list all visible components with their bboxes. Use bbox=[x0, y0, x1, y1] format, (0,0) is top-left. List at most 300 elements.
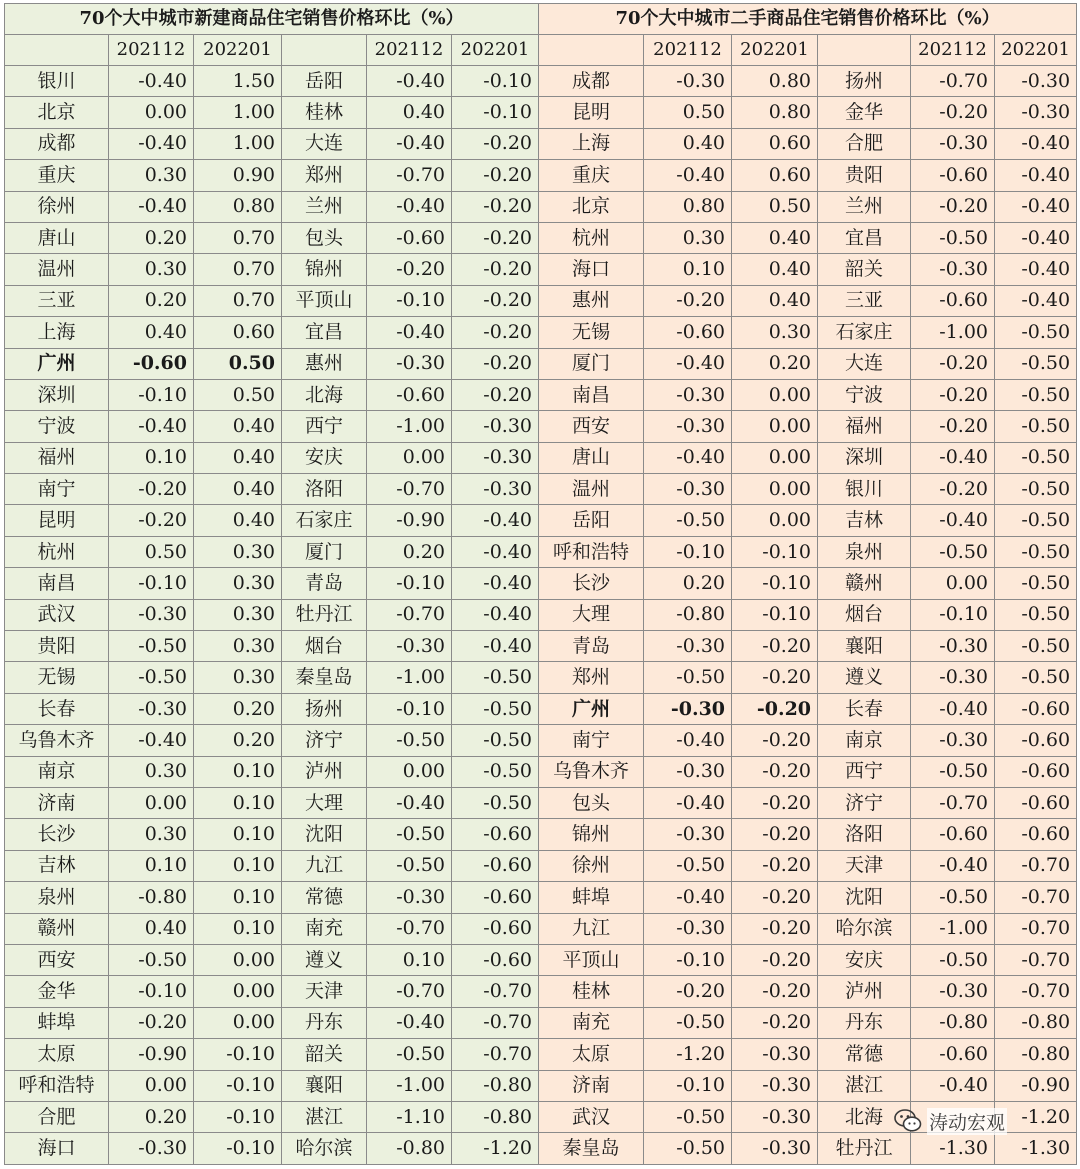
table-row bbox=[5, 725, 1077, 756]
new-right-value-202112-cell: -1.00 bbox=[367, 411, 452, 442]
new-right-value-202112-cell: -0.40 bbox=[367, 1007, 452, 1038]
second-right-value-202201-cell: -0.50 bbox=[995, 411, 1077, 442]
new-right-value-202112-cell: -0.40 bbox=[367, 66, 452, 97]
new-right-city-cell: 厦门 bbox=[282, 536, 367, 567]
second-left-value-202112-cell: -0.50 bbox=[644, 505, 732, 536]
second-left-value-202112-cell: -0.50 bbox=[644, 1101, 732, 1132]
new-left-value-202201-cell: 0.60 bbox=[194, 317, 282, 348]
new-left-city-cell: 海口 bbox=[5, 1133, 109, 1165]
second-left-value-202112-cell: -0.50 bbox=[644, 1133, 732, 1165]
second-right-value-202201-cell: -0.40 bbox=[995, 254, 1077, 285]
second-left-value-202112-cell: 0.10 bbox=[644, 254, 732, 285]
new-left-city-cell: 南昌 bbox=[5, 568, 109, 599]
new-right-city-cell: 遵义 bbox=[282, 944, 367, 975]
table-row bbox=[5, 348, 1077, 379]
new-left-city-cell: 深圳 bbox=[5, 379, 109, 410]
second-right-value-202112-cell: -0.50 bbox=[911, 882, 995, 913]
new-right-value-202201-cell: -0.30 bbox=[452, 411, 539, 442]
new-left-city-cell: 广州 bbox=[5, 348, 109, 379]
new-col-202201-left: 202201 bbox=[194, 35, 282, 66]
new-left-value-202201-cell: 0.30 bbox=[194, 599, 282, 630]
second-right-city-cell: 安庆 bbox=[818, 944, 911, 975]
new-right-city-cell: 天津 bbox=[282, 976, 367, 1007]
second-left-value-202201-cell: 0.00 bbox=[732, 474, 818, 505]
new-left-city-cell: 合肥 bbox=[5, 1101, 109, 1132]
second-right-city-cell: 洛阳 bbox=[818, 819, 911, 850]
new-right-city-cell: 平顶山 bbox=[282, 285, 367, 316]
new-left-value-202201-cell: -0.10 bbox=[194, 1039, 282, 1070]
new-right-value-202112-cell: -0.70 bbox=[367, 976, 452, 1007]
new-left-value-202201-cell: 0.30 bbox=[194, 568, 282, 599]
second-left-value-202201-cell: 0.00 bbox=[732, 379, 818, 410]
second-right-value-202201-cell: -0.60 bbox=[995, 756, 1077, 787]
new-left-value-202112-cell: 0.00 bbox=[109, 1070, 194, 1101]
table-row bbox=[5, 850, 1077, 881]
second-left-city-cell: 重庆 bbox=[539, 160, 644, 191]
new-right-value-202112-cell: 0.10 bbox=[367, 944, 452, 975]
new-right-value-202201-cell: -0.40 bbox=[452, 536, 539, 567]
table-row bbox=[5, 379, 1077, 410]
second-right-value-202201-cell: -0.70 bbox=[995, 882, 1077, 913]
second-left-value-202201-cell: 0.60 bbox=[732, 160, 818, 191]
second-left-value-202112-cell: -0.30 bbox=[644, 66, 732, 97]
new-left-value-202112-cell: -0.80 bbox=[109, 882, 194, 913]
new-left-city-cell: 济南 bbox=[5, 787, 109, 818]
new-right-city-cell: 宜昌 bbox=[282, 317, 367, 348]
table-row bbox=[5, 285, 1077, 316]
new-right-value-202201-cell: -0.20 bbox=[452, 379, 539, 410]
new-left-city-cell: 泉州 bbox=[5, 882, 109, 913]
new-left-city-cell: 贵阳 bbox=[5, 631, 109, 662]
new-right-city-cell: 韶关 bbox=[282, 1039, 367, 1070]
second-right-city-cell: 常德 bbox=[818, 1039, 911, 1070]
second-right-city-cell: 深圳 bbox=[818, 442, 911, 473]
new-right-city-cell: 兰州 bbox=[282, 191, 367, 222]
second-right-value-202112-cell: -0.30 bbox=[911, 662, 995, 693]
second-col-202201-right: 202201 bbox=[995, 35, 1077, 66]
new-right-value-202112-cell: -0.60 bbox=[367, 379, 452, 410]
watermark-text: 涛动宏观 bbox=[927, 1108, 1007, 1135]
new-right-value-202112-cell: -0.50 bbox=[367, 850, 452, 881]
second-left-value-202112-cell: -0.50 bbox=[644, 850, 732, 881]
second-left-value-202112-cell: 0.50 bbox=[644, 97, 732, 128]
new-left-city-cell: 金华 bbox=[5, 976, 109, 1007]
second-right-city-cell: 济宁 bbox=[818, 787, 911, 818]
new-left-city-cell: 西安 bbox=[5, 944, 109, 975]
second-left-city-cell: 九江 bbox=[539, 913, 644, 944]
second-right-value-202112-cell: -0.30 bbox=[911, 128, 995, 159]
table-row bbox=[5, 1070, 1077, 1101]
second-left-value-202112-cell: -0.30 bbox=[644, 819, 732, 850]
table-row bbox=[5, 411, 1077, 442]
second-right-city-cell: 吉林 bbox=[818, 505, 911, 536]
second-left-value-202201-cell: -0.20 bbox=[732, 662, 818, 693]
new-col-202112-left: 202112 bbox=[109, 35, 194, 66]
second-left-value-202201-cell: -0.10 bbox=[732, 536, 818, 567]
second-left-value-202201-cell: 0.00 bbox=[732, 442, 818, 473]
new-right-value-202112-cell: 0.00 bbox=[367, 756, 452, 787]
new-right-value-202112-cell: -1.10 bbox=[367, 1101, 452, 1132]
second-left-value-202112-cell: 0.20 bbox=[644, 568, 732, 599]
new-right-city-cell: 南充 bbox=[282, 913, 367, 944]
new-left-value-202201-cell: 0.70 bbox=[194, 254, 282, 285]
new-left-value-202201-cell: 0.50 bbox=[194, 379, 282, 410]
second-left-value-202112-cell: -0.10 bbox=[644, 536, 732, 567]
new-right-city-cell: 青岛 bbox=[282, 568, 367, 599]
table-row bbox=[5, 662, 1077, 693]
new-right-value-202201-cell: -0.50 bbox=[452, 662, 539, 693]
second-right-value-202112-cell: -0.50 bbox=[911, 222, 995, 253]
new-left-value-202112-cell: -0.40 bbox=[109, 66, 194, 97]
second-right-value-202201-cell: -0.40 bbox=[995, 191, 1077, 222]
second-right-value-202112-cell: -0.20 bbox=[911, 97, 995, 128]
new-left-city-cell: 上海 bbox=[5, 317, 109, 348]
new-right-value-202112-cell: -1.00 bbox=[367, 662, 452, 693]
second-right-value-202112-cell: -0.60 bbox=[911, 819, 995, 850]
new-left-value-202201-cell: 0.00 bbox=[194, 976, 282, 1007]
price-comparison-table bbox=[4, 3, 1077, 1165]
new-left-value-202112-cell: 0.30 bbox=[109, 756, 194, 787]
second-left-city-cell: 惠州 bbox=[539, 285, 644, 316]
new-right-value-202201-cell: -0.80 bbox=[452, 1101, 539, 1132]
second-left-value-202201-cell: -0.10 bbox=[732, 599, 818, 630]
second-left-value-202201-cell: -0.20 bbox=[732, 819, 818, 850]
second-left-city-cell: 包头 bbox=[539, 787, 644, 818]
new-right-city-cell: 秦皇岛 bbox=[282, 662, 367, 693]
new-right-value-202201-cell: -0.50 bbox=[452, 756, 539, 787]
new-right-city-cell: 沈阳 bbox=[282, 819, 367, 850]
new-right-city-cell: 郑州 bbox=[282, 160, 367, 191]
new-right-value-202201-cell: -0.50 bbox=[452, 787, 539, 818]
new-right-value-202201-cell: -0.50 bbox=[452, 693, 539, 724]
second-right-value-202201-cell: -0.50 bbox=[995, 662, 1077, 693]
second-right-city-cell: 泉州 bbox=[818, 536, 911, 567]
table-row bbox=[5, 976, 1077, 1007]
second-left-city-cell: 济南 bbox=[539, 1070, 644, 1101]
new-left-city-cell: 成都 bbox=[5, 128, 109, 159]
new-left-value-202201-cell: 0.90 bbox=[194, 160, 282, 191]
second-right-value-202112-cell: -0.20 bbox=[911, 379, 995, 410]
second-left-city-cell: 海口 bbox=[539, 254, 644, 285]
new-left-value-202201-cell: 0.30 bbox=[194, 662, 282, 693]
new-left-value-202112-cell: -0.20 bbox=[109, 1007, 194, 1038]
new-left-city-cell: 太原 bbox=[5, 1039, 109, 1070]
new-left-value-202201-cell: 1.50 bbox=[194, 66, 282, 97]
second-right-value-202112-cell: -0.40 bbox=[911, 693, 995, 724]
second-right-value-202201-cell: -0.50 bbox=[995, 442, 1077, 473]
new-left-value-202201-cell: 0.40 bbox=[194, 411, 282, 442]
new-right-city-cell: 石家庄 bbox=[282, 505, 367, 536]
second-left-city-cell: 昆明 bbox=[539, 97, 644, 128]
new-left-value-202201-cell: 0.00 bbox=[194, 1007, 282, 1038]
new-right-city-cell: 牡丹江 bbox=[282, 599, 367, 630]
new-left-city-cell: 北京 bbox=[5, 97, 109, 128]
new-left-value-202201-cell: 0.10 bbox=[194, 756, 282, 787]
second-left-value-202201-cell: -0.20 bbox=[732, 1007, 818, 1038]
second-right-value-202112-cell: -0.60 bbox=[911, 160, 995, 191]
second-left-value-202201-cell: -0.20 bbox=[732, 725, 818, 756]
new-left-city-cell: 蚌埠 bbox=[5, 1007, 109, 1038]
second-right-value-202112-cell: -0.30 bbox=[911, 254, 995, 285]
second-right-city-cell: 石家庄 bbox=[818, 317, 911, 348]
new-left-value-202112-cell: 0.50 bbox=[109, 536, 194, 567]
second-left-value-202112-cell: -0.40 bbox=[644, 725, 732, 756]
table-row bbox=[5, 317, 1077, 348]
new-right-value-202201-cell: -0.70 bbox=[452, 1007, 539, 1038]
second-right-value-202201-cell: -0.70 bbox=[995, 850, 1077, 881]
new-col-202112-right: 202112 bbox=[367, 35, 452, 66]
second-right-value-202112-cell: -0.30 bbox=[911, 725, 995, 756]
new-left-city-cell: 赣州 bbox=[5, 913, 109, 944]
second-left-city-cell: 北京 bbox=[539, 191, 644, 222]
new-left-value-202112-cell: -0.30 bbox=[109, 1133, 194, 1165]
new-right-city-cell: 包头 bbox=[282, 222, 367, 253]
new-right-city-cell: 锦州 bbox=[282, 254, 367, 285]
second-right-city-cell: 丹东 bbox=[818, 1007, 911, 1038]
second-right-value-202201-cell: -0.30 bbox=[995, 66, 1077, 97]
table-body bbox=[5, 66, 1077, 1165]
second-right-city-cell: 大连 bbox=[818, 348, 911, 379]
second-left-city-cell: 厦门 bbox=[539, 348, 644, 379]
new-left-value-202112-cell: -0.10 bbox=[109, 976, 194, 1007]
table-row bbox=[5, 505, 1077, 536]
new-right-value-202112-cell: -0.40 bbox=[367, 317, 452, 348]
second-left-value-202201-cell: -0.20 bbox=[732, 693, 818, 724]
second-left-city-cell: 蚌埠 bbox=[539, 882, 644, 913]
new-left-value-202201-cell: 0.50 bbox=[194, 348, 282, 379]
second-right-city-cell: 扬州 bbox=[818, 66, 911, 97]
second-left-value-202201-cell: 0.30 bbox=[732, 317, 818, 348]
second-left-value-202112-cell: 0.40 bbox=[644, 128, 732, 159]
second-right-city-cell: 烟台 bbox=[818, 599, 911, 630]
second-left-value-202112-cell: -0.10 bbox=[644, 944, 732, 975]
second-right-value-202201-cell: -0.50 bbox=[995, 348, 1077, 379]
second-right-value-202201-cell: -0.50 bbox=[995, 536, 1077, 567]
new-right-value-202201-cell: -0.10 bbox=[452, 97, 539, 128]
second-left-city-cell: 南充 bbox=[539, 1007, 644, 1038]
new-right-value-202201-cell: -0.60 bbox=[452, 882, 539, 913]
second-left-city-cell: 杭州 bbox=[539, 222, 644, 253]
second-right-value-202201-cell: -0.60 bbox=[995, 693, 1077, 724]
new-col-202201-right: 202201 bbox=[452, 35, 539, 66]
second-left-value-202201-cell: -0.20 bbox=[732, 631, 818, 662]
second-left-city-cell: 乌鲁木齐 bbox=[539, 756, 644, 787]
second-left-value-202201-cell: -0.10 bbox=[732, 568, 818, 599]
second-left-city-cell: 郑州 bbox=[539, 662, 644, 693]
new-right-value-202201-cell: -0.60 bbox=[452, 913, 539, 944]
new-right-value-202201-cell: -0.40 bbox=[452, 631, 539, 662]
second-right-value-202112-cell: -0.40 bbox=[911, 850, 995, 881]
new-left-value-202201-cell: 0.30 bbox=[194, 631, 282, 662]
second-left-value-202201-cell: 0.80 bbox=[732, 66, 818, 97]
second-right-city-cell: 银川 bbox=[818, 474, 911, 505]
new-right-value-202201-cell: -0.10 bbox=[452, 66, 539, 97]
new-housing-title: 70个大中城市新建商品住宅销售价格环比（%） bbox=[5, 4, 539, 35]
second-left-city-cell: 秦皇岛 bbox=[539, 1133, 644, 1165]
table-row bbox=[5, 599, 1077, 630]
new-right-value-202201-cell: -0.30 bbox=[452, 474, 539, 505]
second-left-value-202201-cell: 0.00 bbox=[732, 411, 818, 442]
second-right-value-202112-cell: -0.70 bbox=[911, 787, 995, 818]
second-left-value-202201-cell: -0.30 bbox=[732, 1070, 818, 1101]
new-left-value-202112-cell: -0.50 bbox=[109, 944, 194, 975]
new-left-value-202201-cell: 0.00 bbox=[194, 944, 282, 975]
second-right-city-cell: 南京 bbox=[818, 725, 911, 756]
new-left-value-202201-cell: 0.10 bbox=[194, 913, 282, 944]
second-right-value-202201-cell: -1.30 bbox=[995, 1133, 1077, 1165]
new-left-value-202112-cell: -0.10 bbox=[109, 379, 194, 410]
new-right-value-202112-cell: -0.50 bbox=[367, 725, 452, 756]
second-right-value-202201-cell: -0.60 bbox=[995, 725, 1077, 756]
second-right-value-202201-cell: -0.70 bbox=[995, 976, 1077, 1007]
new-left-value-202201-cell: 0.40 bbox=[194, 474, 282, 505]
second-hand-title: 70个大中城市二手商品住宅销售价格环比（%） bbox=[539, 4, 1077, 35]
second-right-value-202201-cell: -0.50 bbox=[995, 379, 1077, 410]
new-right-value-202112-cell: -0.40 bbox=[367, 128, 452, 159]
new-left-value-202201-cell: 0.70 bbox=[194, 222, 282, 253]
new-right-value-202201-cell: -0.80 bbox=[452, 1070, 539, 1101]
second-right-value-202112-cell: -1.00 bbox=[911, 317, 995, 348]
new-right-value-202201-cell: -0.20 bbox=[452, 128, 539, 159]
new-right-value-202112-cell: 0.00 bbox=[367, 442, 452, 473]
table-row bbox=[5, 819, 1077, 850]
new-right-value-202201-cell: -0.60 bbox=[452, 819, 539, 850]
new-left-city-cell: 杭州 bbox=[5, 536, 109, 567]
new-left-city-cell: 长春 bbox=[5, 693, 109, 724]
new-right-value-202201-cell: -0.20 bbox=[452, 222, 539, 253]
new-left-value-202201-cell: 1.00 bbox=[194, 128, 282, 159]
second-left-value-202112-cell: -0.40 bbox=[644, 442, 732, 473]
second-left-value-202112-cell: -0.20 bbox=[644, 976, 732, 1007]
new-right-value-202112-cell: -0.50 bbox=[367, 819, 452, 850]
second-left-city-cell: 桂林 bbox=[539, 976, 644, 1007]
second-col-202112-right: 202112 bbox=[911, 35, 995, 66]
second-left-value-202201-cell: 0.00 bbox=[732, 505, 818, 536]
second-left-city-cell: 唐山 bbox=[539, 442, 644, 473]
second-right-city-cell: 泸州 bbox=[818, 976, 911, 1007]
header-blank bbox=[5, 35, 109, 66]
new-left-city-cell: 长沙 bbox=[5, 819, 109, 850]
second-right-value-202201-cell: -0.50 bbox=[995, 505, 1077, 536]
new-right-value-202201-cell: -0.20 bbox=[452, 160, 539, 191]
new-right-value-202112-cell: 0.40 bbox=[367, 97, 452, 128]
second-left-value-202201-cell: -0.20 bbox=[732, 976, 818, 1007]
second-right-value-202201-cell: -1.20 bbox=[995, 1101, 1077, 1132]
second-right-value-202112-cell bbox=[911, 1101, 995, 1132]
second-right-value-202112-cell: -0.40 bbox=[911, 442, 995, 473]
second-left-value-202112-cell: -0.30 bbox=[644, 913, 732, 944]
second-left-value-202112-cell: -0.40 bbox=[644, 348, 732, 379]
new-left-value-202112-cell: -0.60 bbox=[109, 348, 194, 379]
new-left-city-cell: 南宁 bbox=[5, 474, 109, 505]
second-right-value-202201-cell: -0.30 bbox=[995, 97, 1077, 128]
new-right-city-cell: 大连 bbox=[282, 128, 367, 159]
second-left-value-202112-cell: -0.30 bbox=[644, 379, 732, 410]
second-right-value-202112-cell: -0.50 bbox=[911, 944, 995, 975]
second-left-value-202201-cell: 0.40 bbox=[732, 222, 818, 253]
new-right-value-202201-cell: -0.20 bbox=[452, 348, 539, 379]
new-left-value-202112-cell: 0.30 bbox=[109, 819, 194, 850]
second-col-202112-left: 202112 bbox=[644, 35, 732, 66]
new-right-value-202112-cell: -0.70 bbox=[367, 160, 452, 191]
new-left-value-202201-cell: -0.10 bbox=[194, 1133, 282, 1165]
header-blank bbox=[818, 35, 911, 66]
new-right-value-202201-cell: -0.60 bbox=[452, 850, 539, 881]
new-right-value-202201-cell: -0.20 bbox=[452, 254, 539, 285]
new-right-city-cell: 惠州 bbox=[282, 348, 367, 379]
second-left-city-cell: 平顶山 bbox=[539, 944, 644, 975]
second-left-value-202112-cell: -0.50 bbox=[644, 1007, 732, 1038]
second-right-city-cell: 三亚 bbox=[818, 285, 911, 316]
header-blank bbox=[282, 35, 367, 66]
second-left-city-cell: 锦州 bbox=[539, 819, 644, 850]
new-right-city-cell: 桂林 bbox=[282, 97, 367, 128]
new-right-value-202112-cell: -0.40 bbox=[367, 191, 452, 222]
second-right-value-202112-cell: -0.20 bbox=[911, 191, 995, 222]
new-left-value-202112-cell: 0.40 bbox=[109, 913, 194, 944]
second-right-value-202112-cell: -0.70 bbox=[911, 66, 995, 97]
second-right-value-202201-cell: -0.50 bbox=[995, 317, 1077, 348]
new-left-city-cell: 银川 bbox=[5, 66, 109, 97]
new-right-value-202112-cell: -0.10 bbox=[367, 285, 452, 316]
second-left-city-cell: 上海 bbox=[539, 128, 644, 159]
second-left-city-cell: 长沙 bbox=[539, 568, 644, 599]
second-left-value-202112-cell: -0.30 bbox=[644, 474, 732, 505]
new-left-value-202112-cell: -0.40 bbox=[109, 725, 194, 756]
second-left-city-cell: 大理 bbox=[539, 599, 644, 630]
new-left-value-202112-cell: -0.50 bbox=[109, 631, 194, 662]
table-row bbox=[5, 1007, 1077, 1038]
new-left-value-202201-cell: -0.10 bbox=[194, 1101, 282, 1132]
second-right-value-202112-cell: -0.20 bbox=[911, 411, 995, 442]
second-right-city-cell: 贵阳 bbox=[818, 160, 911, 191]
new-right-value-202112-cell: -0.50 bbox=[367, 1039, 452, 1070]
table-row bbox=[5, 631, 1077, 662]
new-right-city-cell: 北海 bbox=[282, 379, 367, 410]
new-left-value-202112-cell: -0.40 bbox=[109, 191, 194, 222]
second-right-value-202112-cell: -0.40 bbox=[911, 505, 995, 536]
new-left-value-202112-cell: -0.90 bbox=[109, 1039, 194, 1070]
new-left-city-cell: 温州 bbox=[5, 254, 109, 285]
second-left-value-202201-cell: -0.20 bbox=[732, 850, 818, 881]
new-left-value-202112-cell: 0.10 bbox=[109, 850, 194, 881]
second-left-value-202112-cell: -0.40 bbox=[644, 160, 732, 191]
table-row bbox=[5, 944, 1077, 975]
second-left-value-202201-cell: -0.20 bbox=[732, 944, 818, 975]
second-left-city-cell: 徐州 bbox=[539, 850, 644, 881]
new-right-city-cell: 襄阳 bbox=[282, 1070, 367, 1101]
second-right-city-cell: 天津 bbox=[818, 850, 911, 881]
second-right-city-cell: 宜昌 bbox=[818, 222, 911, 253]
new-right-value-202112-cell: -0.30 bbox=[367, 631, 452, 662]
second-right-city-cell: 西宁 bbox=[818, 756, 911, 787]
second-right-value-202112-cell: -0.30 bbox=[911, 976, 995, 1007]
new-left-value-202112-cell: 0.00 bbox=[109, 97, 194, 128]
new-right-city-cell: 岳阳 bbox=[282, 66, 367, 97]
second-left-city-cell: 武汉 bbox=[539, 1101, 644, 1132]
second-left-value-202201-cell: -0.30 bbox=[732, 1101, 818, 1132]
second-left-value-202112-cell: -0.50 bbox=[644, 662, 732, 693]
second-left-value-202201-cell: -0.30 bbox=[732, 1039, 818, 1070]
second-right-value-202112-cell: -0.80 bbox=[911, 1007, 995, 1038]
new-right-city-cell: 泸州 bbox=[282, 756, 367, 787]
table-row bbox=[5, 787, 1077, 818]
second-right-city-cell: 遵义 bbox=[818, 662, 911, 693]
new-left-city-cell: 三亚 bbox=[5, 285, 109, 316]
second-right-city-cell: 襄阳 bbox=[818, 631, 911, 662]
second-right-value-202201-cell: -0.40 bbox=[995, 128, 1077, 159]
new-left-value-202112-cell: -0.20 bbox=[109, 474, 194, 505]
